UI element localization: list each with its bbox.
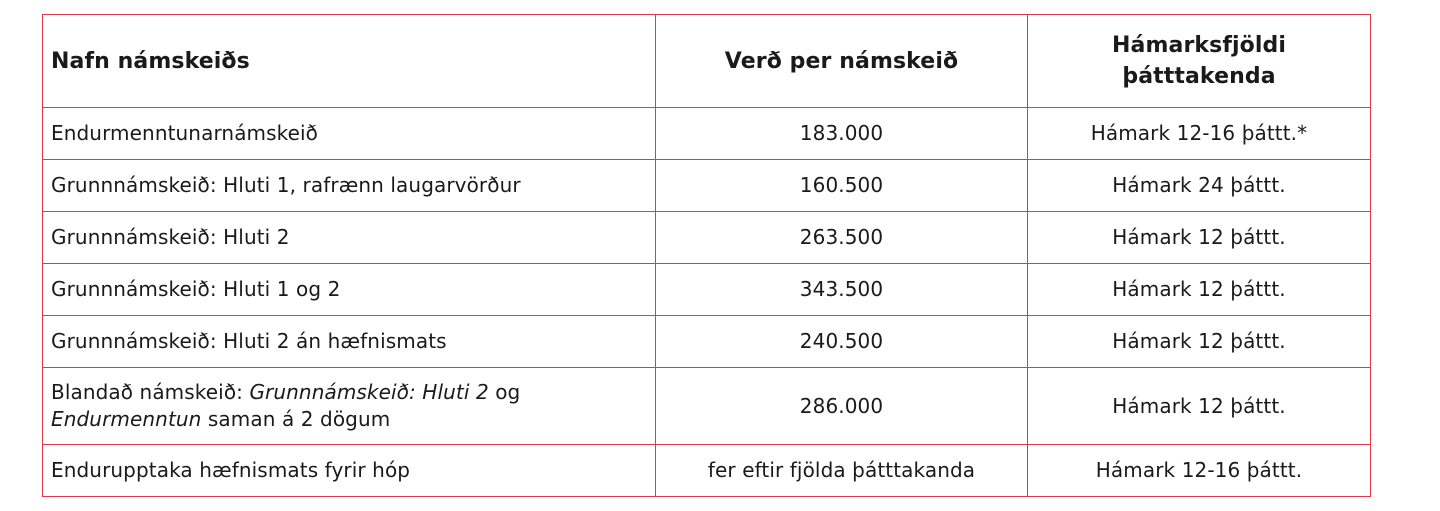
cell-price: 240.500	[656, 316, 1028, 368]
course-name-part: og	[488, 380, 521, 404]
table-row	[43, 212, 1371, 264]
header-course-name: Nafn námskeiðs	[43, 15, 656, 108]
table-row	[43, 316, 1371, 368]
cell-course-name: Grunnnámskeið: Hluti 1, rafrænn laugarvörður	[43, 160, 656, 212]
header-max-line2: þátttakenda	[1122, 64, 1276, 89]
cell-price: 286.000	[656, 368, 1028, 445]
cell-max-participants: Hámark 24 þáttt.	[1028, 160, 1371, 212]
cell-course-name	[43, 368, 656, 445]
cell-price: 343.500	[656, 264, 1028, 316]
table-header-row	[43, 15, 1371, 108]
table-row	[43, 368, 1371, 445]
cell-price: 183.000	[656, 108, 1028, 160]
cell-course-name: Endurupptaka hæfnismats fyrir hóp	[43, 445, 656, 497]
cell-course-name: Grunnnámskeið: Hluti 1 og 2	[43, 264, 656, 316]
course-name-italic-part: Endurmenntun	[51, 407, 202, 431]
table-row	[43, 264, 1371, 316]
header-max-line1: Hámarksfjöldi	[1112, 33, 1286, 58]
table-row	[43, 445, 1371, 497]
cell-max-participants: Hámark 12 þáttt.	[1028, 368, 1371, 445]
course-price-table-container	[42, 14, 1370, 497]
course-name-part: saman á 2 dögum	[201, 407, 391, 431]
cell-course-name: Endurmenntunarnámskeið	[43, 108, 656, 160]
cell-price: 160.500	[656, 160, 1028, 212]
course-name-part: Blandað námskeið:	[51, 380, 250, 404]
table-row	[43, 108, 1371, 160]
header-max-participants	[1028, 15, 1371, 108]
cell-price: fer eftir fjölda þátttakanda	[656, 445, 1028, 497]
cell-max-participants: Hámark 12 þáttt.	[1028, 264, 1371, 316]
course-price-table	[42, 14, 1371, 497]
cell-price: 263.500	[656, 212, 1028, 264]
cell-max-participants: Hámark 12 þáttt.	[1028, 212, 1371, 264]
course-name-italic-part: Grunnnámskeið: Hluti 2	[249, 380, 489, 404]
cell-max-participants: Hámark 12 þáttt.	[1028, 316, 1371, 368]
cell-max-participants: Hámark 12-16 þáttt.	[1028, 445, 1371, 497]
table-row	[43, 160, 1371, 212]
cell-course-name: Grunnnámskeið: Hluti 2	[43, 212, 656, 264]
cell-max-participants: Hámark 12-16 þáttt.*	[1028, 108, 1371, 160]
header-price: Verð per námskeið	[656, 15, 1028, 108]
cell-course-name: Grunnnámskeið: Hluti 2 án hæfnismats	[43, 316, 656, 368]
